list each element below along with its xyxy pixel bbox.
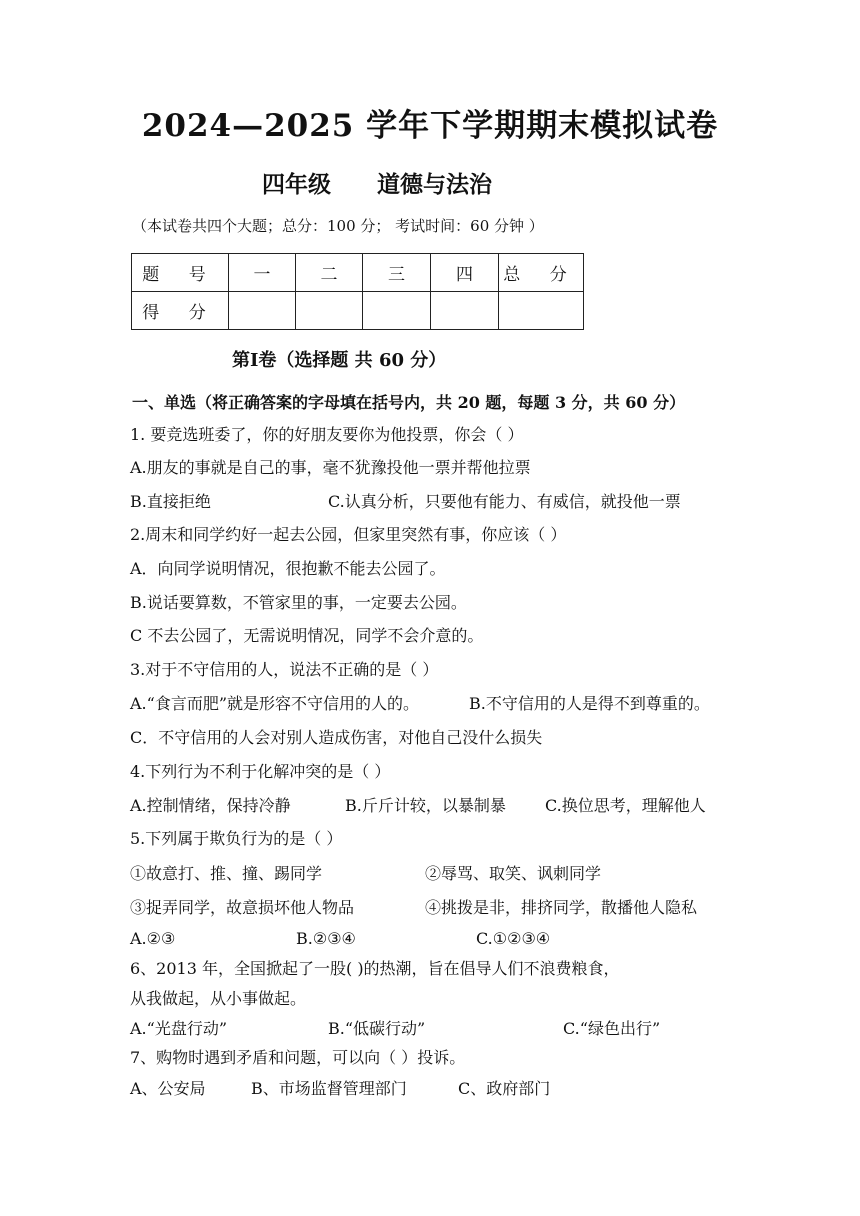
score-table	[131, 253, 584, 330]
question-7-option-b: B、市场监督管理部门	[251, 1079, 407, 1098]
exam-subtitle	[262, 166, 492, 199]
question-4-option-b: B.斤斤计较，以暴制暴	[345, 796, 506, 815]
question-1-option-b: B.直接拒绝	[130, 492, 211, 511]
question-3-option-a: A.“食言而肥”就是形容不守信用的人的。	[130, 694, 420, 713]
question-6-option-a: A.“光盘行动”	[130, 1019, 228, 1038]
score-cell-4	[431, 292, 499, 330]
score-cell-total	[499, 292, 584, 330]
subject-label: 道德与法治	[377, 171, 492, 198]
question-7-option-c: C、政府部门	[458, 1079, 551, 1098]
grade-label: 四年级	[262, 171, 331, 198]
score-header-2: 二	[296, 254, 363, 292]
score-header-1: 一	[229, 254, 296, 292]
question-5-item-4: ④挑拨是非，排挤同学，散播他人隐私	[425, 898, 698, 917]
score-table-score-row	[132, 292, 584, 330]
exam-title: 2024—2025 学年下学期期末模拟试卷	[141, 108, 719, 144]
score-header-4: 四	[431, 254, 499, 292]
question-5-item-2: ②辱骂、取笑、讽刺同学	[425, 864, 602, 883]
question-4-option-a: A.控制情绪，保持冷静	[130, 796, 291, 815]
score-header-label: 题 号	[132, 254, 229, 292]
question-2-option-b: B.说话要算数，不管家里的事，一定要去公园。	[130, 593, 467, 612]
question-5-option-a: A.②③	[130, 929, 176, 948]
question-5-stem: 5.下列属于欺负行为的是（ ）	[130, 829, 343, 848]
question-5-option-b: B.②③④	[296, 929, 356, 948]
question-6-stem: 6、2013 年，全国掀起了一股( )的热潮，旨在倡导人们不浪费粮食，	[130, 959, 620, 978]
question-5-option-c: C.①②③④	[476, 929, 551, 948]
question-1-option-c: C.认真分析，只要他有能力、有威信，就投他一票	[328, 492, 681, 511]
question-6-stem-continued: 从我做起，从小事做起。	[130, 989, 307, 1008]
score-table-header-row	[132, 254, 584, 292]
section-title: 第Ⅰ卷（选择题 共 60 分）	[232, 350, 447, 371]
question-7-stem: 7、购物时遇到矛盾和问题，可以向（ ）投诉。	[130, 1048, 466, 1067]
question-3-option-b: B.不守信用的人是得不到尊重的。	[469, 694, 710, 713]
question-2-option-c: C 不去公园了，无需说明情况，同学不会介意的。	[130, 626, 484, 645]
question-7-option-a: A、公安局	[130, 1079, 206, 1098]
score-header-total: 总 分	[499, 254, 584, 292]
section-instruction: 一、单选（将正确答案的字母填在括号内，共 20 题，每题 3 分，共 60 分）	[132, 393, 686, 412]
question-3-stem: 3.对于不守信用的人，说法不正确的是（ ）	[130, 660, 439, 679]
question-3-option-c: C．不守信用的人会对别人造成伤害，对他自己没什么损失	[130, 728, 543, 747]
score-cell-3	[363, 292, 431, 330]
question-4-stem: 4.下列行为不利于化解冲突的是（ ）	[130, 762, 391, 781]
score-row-label: 得 分	[132, 292, 229, 330]
question-2-option-a: A．向同学说明情况，很抱歉不能去公园了。	[130, 559, 446, 578]
score-header-3: 三	[363, 254, 431, 292]
score-cell-1	[229, 292, 296, 330]
question-5-item-3: ③捉弄同学，故意损坏他人物品	[130, 898, 355, 917]
question-5-item-1: ①故意打、推、撞、踢同学	[130, 864, 323, 883]
exam-note: （本试卷共四个大题；总分：100 分； 考试时间：60 分钟 ）	[132, 217, 544, 235]
question-2-stem: 2.周末和同学约好一起去公园，但家里突然有事，你应该（ ）	[130, 525, 567, 544]
question-1-option-a: A.朋友的事就是自己的事，毫不犹豫投他一票并帮他拉票	[130, 458, 531, 477]
score-cell-2	[296, 292, 363, 330]
question-1-stem: 1. 要竞选班委了，你的好朋友要你为他投票，你会（ ）	[130, 425, 524, 444]
question-6-option-c: C.“绿色出行”	[563, 1019, 661, 1038]
question-6-option-b: B.“低碳行动”	[328, 1019, 426, 1038]
question-4-option-c: C.换位思考，理解他人	[545, 796, 706, 815]
